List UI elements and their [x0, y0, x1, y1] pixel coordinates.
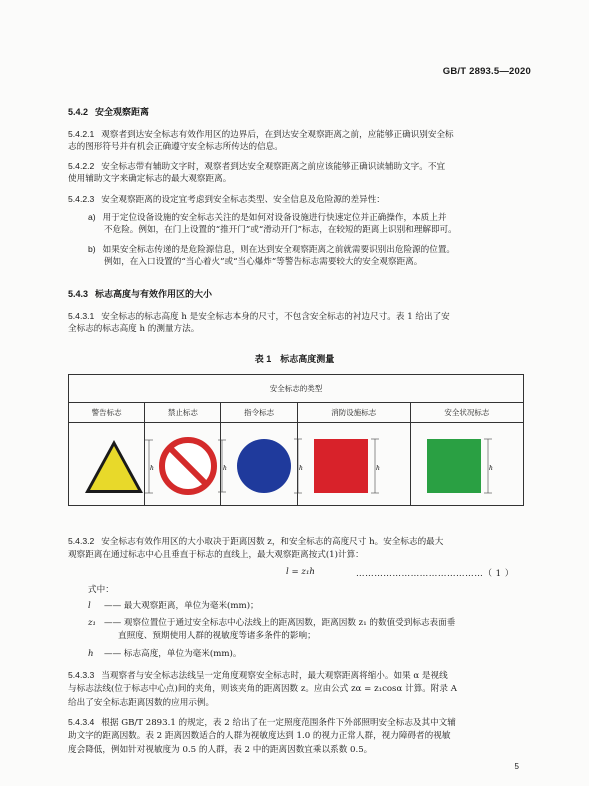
column-header-safe-condition: 安全状况标志: [410, 403, 523, 423]
list-item-a-line2: 不危险。例如，在门上设置的“推开门”或“滑动开门”标志，在较短的距离上识别和理解即可。: [104, 225, 457, 235]
dimension-h-label: h: [150, 465, 154, 472]
paragraph-5-4-2-1-line1: 5.4.2.1 观察者到达安全标志有效作用区的边界后，在到达安全观察距离之前，应能够正确识别安全标: [68, 129, 454, 140]
mandatory-sign-cell: [221, 423, 304, 506]
safe-condition-sign-cell: [410, 423, 523, 506]
paragraph-5-4-2-2-line1: 5.4.2.2 安全标志带有辅助文字时，观察者到达安全观察距离之前应该能够正确识读辅助文字。不宜: [68, 161, 446, 172]
section-heading-5-4-3: 5.4.3 标志高度与有效作用区的大小: [68, 289, 213, 299]
paragraph-5-4-2-1-line2: 志的图形符号并有机会正确遵守安全标志所传达的信息。: [68, 142, 283, 152]
standard-number: GB/T 2893.5—2020: [442, 66, 531, 77]
dimension-h-label: h: [375, 465, 380, 472]
section-heading-5-4-2: 5.4.2 安全观察距离: [68, 107, 150, 117]
symbol-z: z₁: [88, 618, 96, 628]
paragraph-5-4-2-3-line1: 5.4.2.3 安全观察距离的设定宜考虑到安全标志类型、安全信息及危险源的差异性：: [68, 194, 385, 205]
list-item-b-line1: b) 如果安全标志传递的是危险源信息，则在达到安全观察距离之前就需要识别出危险源的位置。: [88, 244, 456, 255]
paragraph-5-4-2-2-line2: 使用辅助文字来确定标志的最大观察距离。: [68, 174, 232, 184]
formula-1-number: ……………………………………（ 1 ）: [356, 569, 514, 579]
symbol-l-description: —— 最大观察距离，单位为毫米(mm)；: [104, 601, 259, 611]
paragraph-5-4-3-4-line2: 助文字的距离因数。表 2 距离因数适合的人群为视敏度达到 1.0 的视力正常人群，视力障碍者的视敏: [68, 731, 451, 741]
column-header-fire: 消防设施标志: [297, 403, 410, 423]
where-intro: 式中：: [88, 585, 114, 595]
paragraph-5-4-3-3-line3: 给出了安全标志距离因数的应用示例。: [68, 698, 215, 708]
paragraph-5-4-3-3-line1: 5.4.3.3 当观察者与安全标志法线呈一定角度观察安全标志时，最大观察距离将缩小。如果 α 是视线: [68, 670, 448, 681]
paragraph-5-4-3-4-line1: 5.4.3.4 根据 GB/T 2893.1 的规定，表 2 给出了在一定照度范围条件下外部照明安全标志及其中文辅: [68, 717, 456, 728]
dimension-h-label: h: [488, 465, 493, 472]
table-group-header: 安全标志的类型: [69, 375, 524, 403]
column-header-warning: 警告标志: [69, 403, 145, 423]
list-item-b-line2: 例如，在入口设置的“当心着火”或“当心爆炸”等警告标志需要较大的安全观察距离。: [104, 257, 423, 267]
symbol-z-description-line1: —— 观察位置位于通过安全标志中心法线上的距离因数，距离因数 z₁ 的数值受到标志表面垂: [104, 618, 456, 628]
list-item-a-line1: a) 用于定位设备设施的安全标志关注的是如何对设备设施进行快速定位并正确操作，本质上并: [88, 212, 447, 223]
formula-1: l = z₁h: [286, 567, 315, 577]
fire-equipment-sign-icon: [298, 423, 389, 505]
paragraph-5-4-3-1-line2: 全标志的标志高度 h 的测量方法。: [68, 324, 200, 334]
dimension-h-label: h: [299, 465, 304, 472]
symbol-h: h: [88, 649, 94, 659]
symbol-l: l: [88, 601, 91, 611]
paragraph-5-4-3-3-line2: 与标志法线(位于标志中心点)间的夹角，则该夹角的距离因数 z。应由公式 zα = z₁cosα 计算。附录 A: [68, 684, 457, 694]
column-header-mandatory: 指令标志: [221, 403, 297, 423]
dimension-h-label: h: [223, 465, 228, 472]
symbol-h-description: —— 标志高度，单位为毫米(mm)。: [104, 649, 242, 659]
page-number: 5: [514, 762, 519, 771]
column-header-prohibition: 禁止标志: [145, 403, 221, 423]
symbol-z-description-line2: 直照度、预期使用人群的视敏度等诸多条件的影响；: [118, 631, 316, 641]
paragraph-5-4-3-1-line1: 5.4.3.1 安全标志的标志高度 h 是安全标志本身的尺寸，不包含安全标志的衬边尺寸。表 1 给出了安: [68, 311, 450, 322]
safe-condition-sign-icon: [411, 423, 502, 505]
prohibition-sign-cell: [145, 423, 228, 506]
paragraph-5-4-3-4-line3: 度会降低，例如针对视敏度为 0.5 的人群，表 2 中的距离因数宜乘以系数 0.5。: [68, 745, 373, 755]
fire-equipment-sign-cell: [297, 423, 410, 506]
paragraph-5-4-3-2-line2: 观察距离在通过标志中心且垂直于标志的直线上，最大观察距离按式(1)计算：: [68, 550, 364, 560]
table-caption: 表 1 标志高度测量: [254, 354, 335, 364]
warning-sign-cell: [69, 423, 154, 506]
paragraph-5-4-3-2-line1: 5.4.3.2 安全标志有效作用区的大小取决于距离因数 z，和安全标志的高度尺寸 h。安全标志的最大: [68, 536, 444, 547]
sign-height-table: [68, 374, 524, 506]
